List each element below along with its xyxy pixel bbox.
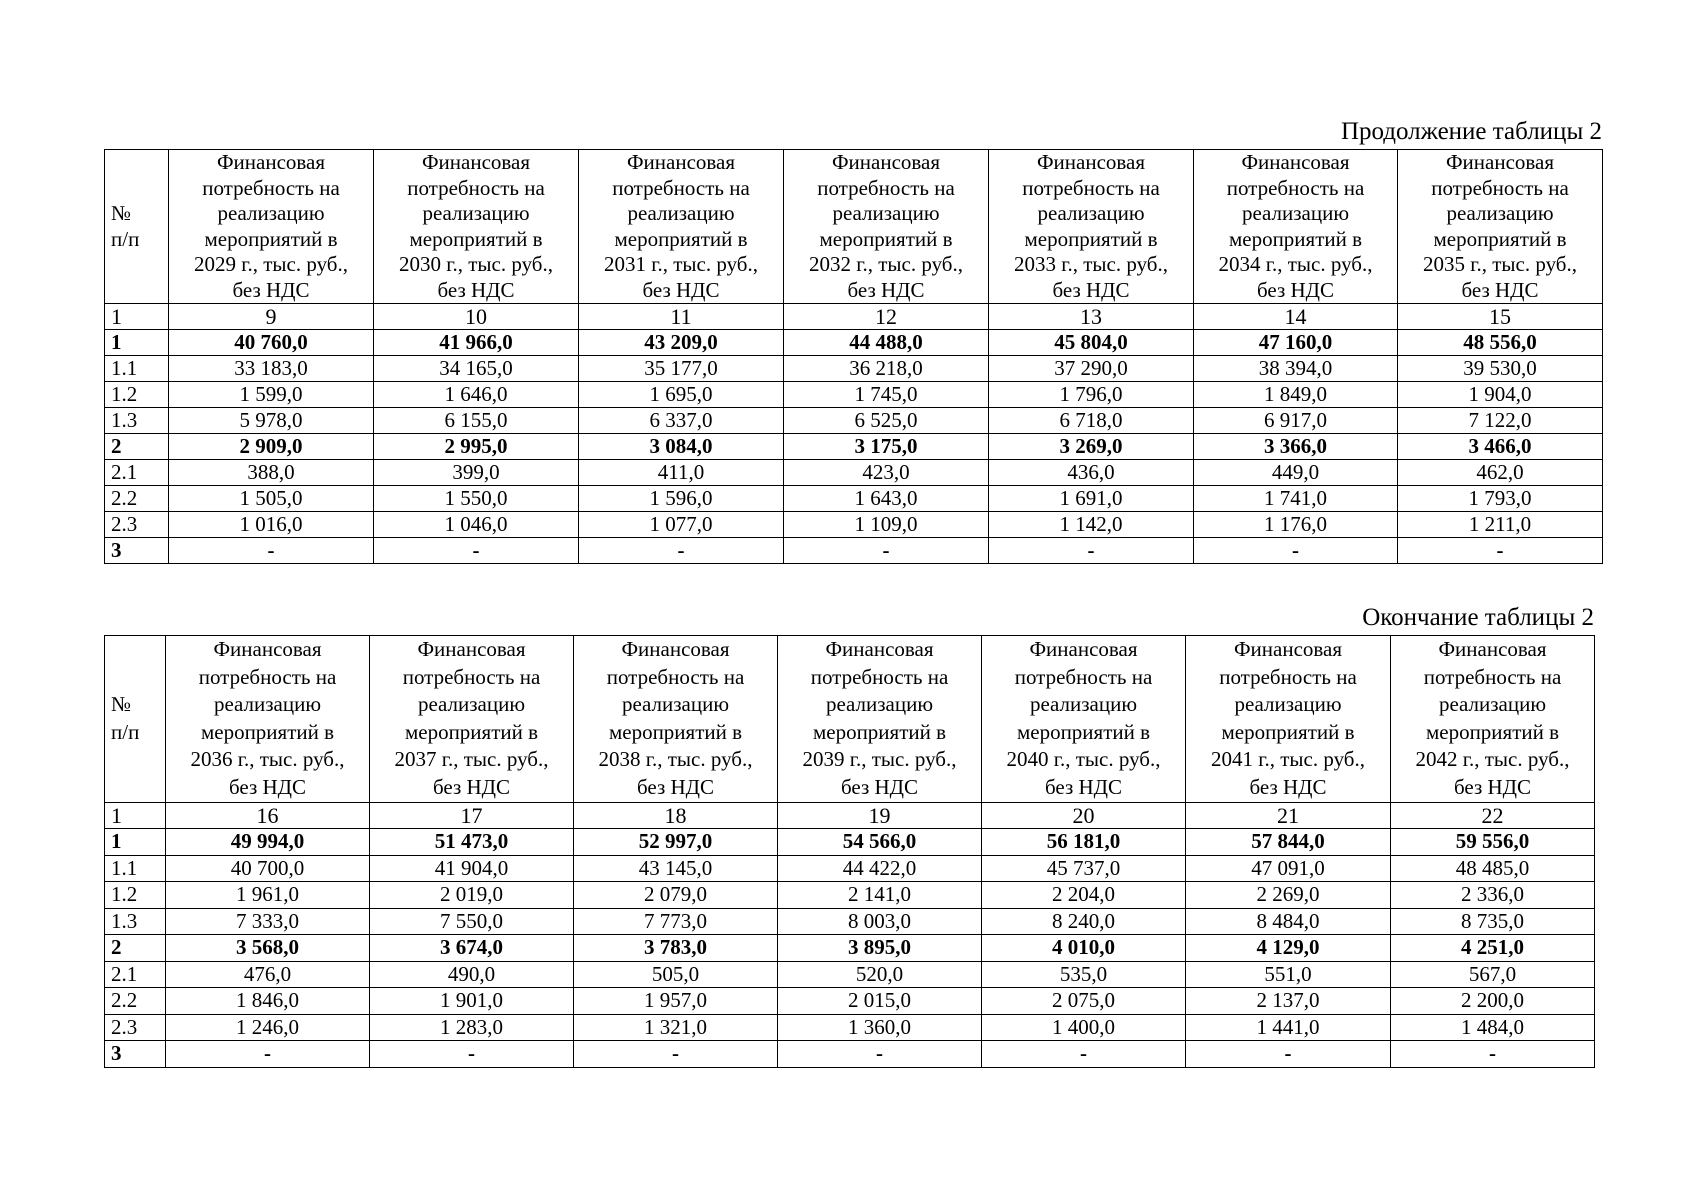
column-number-row — [105, 802, 1595, 829]
value-cell: 52 997,0 — [574, 829, 778, 856]
value-cell: 37 290,0 — [989, 356, 1194, 382]
value-cell: 43 209,0 — [579, 330, 784, 356]
table-row — [105, 460, 1603, 486]
header-line: реализацию — [1037, 201, 1145, 225]
column-header — [989, 150, 1194, 304]
value-cell: 1 046,0 — [374, 512, 579, 538]
header-line: реализацию — [1234, 692, 1342, 717]
value-cell: 1 360,0 — [778, 1014, 982, 1041]
value-cell: 43 145,0 — [574, 855, 778, 882]
value-cell: 7 333,0 — [166, 908, 370, 935]
value-cell: 1 246,0 — [166, 1014, 370, 1041]
table1 — [104, 149, 1603, 564]
row-index-cell: 1 — [105, 304, 169, 330]
value-cell: 56 181,0 — [982, 829, 1186, 856]
header-line: потребность на — [402, 664, 541, 689]
value-cell: 48 556,0 — [1398, 330, 1603, 356]
header-line: мероприятий в — [204, 226, 338, 251]
value-cell: 47 091,0 — [1186, 855, 1391, 882]
header-line: Финансовая — [1036, 150, 1146, 174]
value-cell: 1 961,0 — [166, 882, 370, 909]
value-cell: 36 218,0 — [784, 356, 989, 382]
value-cell: 1 643,0 — [784, 486, 989, 512]
value-cell: 520,0 — [778, 961, 982, 988]
value-cell: 1 846,0 — [166, 988, 370, 1015]
row-index-cell: 2.3 — [105, 512, 169, 538]
header-line: без НДС — [1052, 277, 1130, 302]
value-cell: 49 994,0 — [166, 829, 370, 856]
header-line: Финансовая — [417, 637, 526, 661]
value-cell: 2 141,0 — [778, 882, 982, 909]
value-cell: 505,0 — [574, 961, 778, 988]
value-cell: 8 240,0 — [982, 908, 1186, 935]
header-line: потребность на — [1219, 664, 1357, 689]
value-cell: 535,0 — [982, 961, 1186, 988]
value-cell: 1 745,0 — [784, 382, 989, 408]
value-cell: 47 160,0 — [1194, 330, 1398, 356]
value-cell: 1 142,0 — [989, 512, 1194, 538]
table2 — [104, 635, 1595, 1068]
value-cell: 399,0 — [374, 460, 579, 486]
value-cell: 57 844,0 — [1186, 829, 1391, 856]
header-line: потребность на — [1022, 175, 1160, 200]
header-line: реализацию — [1446, 201, 1554, 225]
value-cell: 1 741,0 — [1194, 486, 1398, 512]
value-cell: 54 566,0 — [778, 829, 982, 856]
value-cell: 1 599,0 — [169, 382, 374, 408]
header-line: Финансовая — [1438, 637, 1547, 661]
header-line: 2030 г., тыс. руб., — [399, 252, 553, 276]
header-line: потребность на — [1431, 175, 1569, 200]
value-cell: 2 079,0 — [574, 882, 778, 909]
header-line: без НДС — [1249, 774, 1327, 799]
header-line: 2041 г., тыс. руб., — [1211, 747, 1365, 772]
header-line: Финансовая — [1029, 637, 1138, 661]
value-cell: 15 — [1398, 304, 1603, 330]
value-cell: 44 422,0 — [778, 855, 982, 882]
row-index-cell: 2 — [105, 935, 166, 962]
header-line: потребность на — [198, 664, 337, 689]
header-line: 2037 г., тыс. руб., — [394, 747, 549, 772]
header-line: 2042 г., тыс. руб., — [1415, 747, 1570, 772]
value-cell: 2 995,0 — [374, 434, 579, 460]
column-header — [982, 636, 1186, 803]
value-cell: - — [370, 1041, 574, 1068]
value-cell: 7 122,0 — [1398, 408, 1603, 434]
header-line: 2033 г., тыс. руб., — [1014, 252, 1168, 276]
header-line: реализацию — [422, 201, 530, 225]
row-index-cell: 1.2 — [105, 882, 166, 909]
value-cell: - — [1186, 1041, 1391, 1068]
header-line: Финансовая — [825, 637, 934, 661]
header-line: мероприятий в — [608, 719, 743, 744]
table-row — [105, 330, 1603, 356]
value-cell: 1 176,0 — [1194, 512, 1398, 538]
header-line: реализацию — [825, 692, 934, 717]
value-cell: - — [778, 1041, 982, 1068]
value-cell: 14 — [1194, 304, 1398, 330]
value-cell: 1 550,0 — [374, 486, 579, 512]
header-line: Финансовая — [1445, 150, 1555, 174]
value-cell: 41 966,0 — [374, 330, 579, 356]
value-cell: 2 204,0 — [982, 882, 1186, 909]
table-row — [105, 855, 1595, 882]
value-cell: - — [579, 538, 784, 564]
value-cell: 436,0 — [989, 460, 1194, 486]
header-line: мероприятий в — [1228, 226, 1363, 251]
header-line: потребность на — [1014, 664, 1153, 689]
value-cell: 2 269,0 — [1186, 882, 1391, 909]
value-cell: 44 488,0 — [784, 330, 989, 356]
value-cell: 1 596,0 — [579, 486, 784, 512]
header-line: потребность на — [202, 175, 340, 200]
header-line: 2039 г., тыс. руб., — [802, 747, 957, 772]
row-index-cell: 3 — [105, 1041, 166, 1068]
header-line: 2040 г., тыс. руб., — [1006, 747, 1161, 772]
header-line: № — [111, 201, 132, 225]
row-index-cell: 2.1 — [105, 460, 169, 486]
column-header — [1194, 150, 1398, 304]
header-line: без НДС — [228, 774, 307, 799]
value-cell: 551,0 — [1186, 961, 1391, 988]
header-line: реализацию — [1241, 201, 1350, 225]
row-index-cell: 2.3 — [105, 1014, 166, 1041]
value-cell: 1 691,0 — [989, 486, 1194, 512]
value-cell: - — [982, 1041, 1186, 1068]
table-row — [105, 408, 1603, 434]
header-line: реализацию — [417, 692, 526, 717]
header-line: потребность на — [1423, 664, 1562, 689]
column-header — [1186, 636, 1391, 803]
header-line: Финансовая — [626, 150, 736, 174]
header-line: мероприятий в — [1016, 719, 1151, 744]
header-line: без НДС — [1453, 774, 1532, 799]
header-line: Финансовая — [1241, 150, 1350, 174]
value-cell: 7 550,0 — [370, 908, 574, 935]
table-row — [105, 961, 1595, 988]
row-index-cell: 1.3 — [105, 908, 166, 935]
value-cell: 567,0 — [1391, 961, 1595, 988]
value-cell: 3 366,0 — [1194, 434, 1398, 460]
column-header — [579, 150, 784, 304]
value-cell: 476,0 — [166, 961, 370, 988]
row-index-cell: 3 — [105, 538, 169, 564]
value-cell: 4 251,0 — [1391, 935, 1595, 962]
header-line: Финансовая — [421, 150, 531, 174]
header-line: без НДС — [232, 277, 310, 302]
value-cell: 2 019,0 — [370, 882, 574, 909]
header-line: без НДС — [1256, 277, 1335, 302]
table1-caption: Продолжение таблицы 2 — [1340, 118, 1602, 145]
header-line: мероприятий в — [819, 226, 953, 251]
value-cell: 41 904,0 — [370, 855, 574, 882]
table-row — [105, 512, 1603, 538]
row-index-cell: 1.2 — [105, 382, 169, 408]
header-line: без НДС — [636, 774, 715, 799]
table-row — [105, 434, 1603, 460]
value-cell: 1 016,0 — [169, 512, 374, 538]
header-line: 2036 г., тыс. руб., — [190, 747, 345, 772]
value-cell: 59 556,0 — [1391, 829, 1595, 856]
table-row — [105, 1014, 1595, 1041]
header-line: потребность на — [817, 175, 955, 200]
value-cell: - — [1398, 538, 1603, 564]
value-cell: 5 978,0 — [169, 408, 374, 434]
value-cell: 462,0 — [1398, 460, 1603, 486]
value-cell: - — [574, 1041, 778, 1068]
header-line: без НДС — [432, 774, 511, 799]
value-cell: 388,0 — [169, 460, 374, 486]
value-cell: 20 — [982, 802, 1186, 829]
value-cell: 1 400,0 — [982, 1014, 1186, 1041]
header-line: 2031 г., тыс. руб., — [604, 252, 758, 276]
value-cell: 6 337,0 — [579, 408, 784, 434]
header-line: 2034 г., тыс. руб., — [1218, 252, 1373, 276]
value-cell: 3 084,0 — [579, 434, 784, 460]
row-index-cell: 2.2 — [105, 988, 166, 1015]
value-cell: 1 505,0 — [169, 486, 374, 512]
value-cell: 19 — [778, 802, 982, 829]
table-row — [105, 882, 1595, 909]
column-header — [166, 636, 370, 803]
row-number-header — [105, 636, 166, 803]
table-row — [105, 382, 1603, 408]
table-row — [105, 908, 1595, 935]
value-cell: 45 804,0 — [989, 330, 1194, 356]
value-cell: 45 737,0 — [982, 855, 1186, 882]
value-cell: 1 441,0 — [1186, 1014, 1391, 1041]
header-line: потребность на — [810, 664, 949, 689]
value-cell: 9 — [169, 304, 374, 330]
value-cell: 6 917,0 — [1194, 408, 1398, 434]
value-cell: 7 773,0 — [574, 908, 778, 935]
header-line: № — [111, 692, 132, 717]
value-cell: 40 700,0 — [166, 855, 370, 882]
header-line: без НДС — [847, 277, 925, 302]
column-header — [574, 636, 778, 803]
value-cell: - — [1194, 538, 1398, 564]
value-cell: 490,0 — [370, 961, 574, 988]
header-line: реализацию — [832, 201, 940, 225]
header-line: п/п — [111, 719, 140, 744]
value-cell: 48 485,0 — [1391, 855, 1595, 882]
table2-caption: Окончание таблицы 2 — [1362, 604, 1594, 631]
value-cell: - — [1391, 1041, 1595, 1068]
table1-header-row — [105, 150, 1603, 304]
value-cell: - — [374, 538, 579, 564]
value-cell: 1 901,0 — [370, 988, 574, 1015]
header-line: мероприятий в — [404, 719, 539, 744]
value-cell: 8 735,0 — [1391, 908, 1595, 935]
value-cell: 1 109,0 — [784, 512, 989, 538]
header-line: мероприятий в — [1433, 226, 1567, 251]
value-cell: 1 321,0 — [574, 1014, 778, 1041]
value-cell: 16 — [166, 802, 370, 829]
header-line: мероприятий в — [614, 226, 748, 251]
header-line: реализацию — [213, 692, 322, 717]
value-cell: 12 — [784, 304, 989, 330]
value-cell: 6 718,0 — [989, 408, 1194, 434]
value-cell: 3 895,0 — [778, 935, 982, 962]
header-line: реализацию — [1029, 692, 1138, 717]
value-cell: 10 — [374, 304, 579, 330]
header-line: реализацию — [1438, 692, 1547, 717]
value-cell: 1 283,0 — [370, 1014, 574, 1041]
table-row — [105, 988, 1595, 1015]
value-cell: 22 — [1391, 802, 1595, 829]
value-cell: 1 077,0 — [579, 512, 784, 538]
value-cell: 40 760,0 — [169, 330, 374, 356]
value-cell: 423,0 — [784, 460, 989, 486]
column-header — [169, 150, 374, 304]
header-line: мероприятий в — [1221, 719, 1355, 744]
value-cell: 2 075,0 — [982, 988, 1186, 1015]
value-cell: 8 484,0 — [1186, 908, 1391, 935]
column-number-row — [105, 304, 1603, 330]
row-index-cell: 2.2 — [105, 486, 169, 512]
value-cell: 18 — [574, 802, 778, 829]
value-cell: 2 015,0 — [778, 988, 982, 1015]
value-cell: 39 530,0 — [1398, 356, 1603, 382]
value-cell: 51 473,0 — [370, 829, 574, 856]
row-index-cell: 1.1 — [105, 855, 166, 882]
value-cell: 35 177,0 — [579, 356, 784, 382]
value-cell: 38 394,0 — [1194, 356, 1398, 382]
value-cell: 17 — [370, 802, 574, 829]
value-cell: 6 525,0 — [784, 408, 989, 434]
value-cell: 1 695,0 — [579, 382, 784, 408]
header-line: без НДС — [1461, 277, 1539, 302]
value-cell: 33 183,0 — [169, 356, 374, 382]
value-cell: 34 165,0 — [374, 356, 579, 382]
value-cell: 4 129,0 — [1186, 935, 1391, 962]
value-cell: 3 674,0 — [370, 935, 574, 962]
header-line: 2029 г., тыс. руб., — [194, 252, 348, 276]
table-row — [105, 486, 1603, 512]
value-cell: 6 155,0 — [374, 408, 579, 434]
value-cell: 3 568,0 — [166, 935, 370, 962]
value-cell: 13 — [989, 304, 1194, 330]
header-line: мероприятий в — [409, 226, 543, 251]
value-cell: 2 137,0 — [1186, 988, 1391, 1015]
value-cell: 1 957,0 — [574, 988, 778, 1015]
row-index-cell: 1 — [105, 829, 166, 856]
value-cell: 2 909,0 — [169, 434, 374, 460]
value-cell: 1 484,0 — [1391, 1014, 1595, 1041]
row-index-cell: 1.1 — [105, 356, 169, 382]
value-cell: 2 336,0 — [1391, 882, 1595, 909]
row-index-cell: 1 — [105, 330, 169, 356]
header-line: реализацию — [621, 692, 730, 717]
value-cell: - — [989, 538, 1194, 564]
value-cell: 3 783,0 — [574, 935, 778, 962]
column-header — [370, 636, 574, 803]
value-cell: 2 200,0 — [1391, 988, 1595, 1015]
row-index-cell: 2 — [105, 434, 169, 460]
value-cell: 1 646,0 — [374, 382, 579, 408]
value-cell: 1 796,0 — [989, 382, 1194, 408]
value-cell: 3 269,0 — [989, 434, 1194, 460]
header-line: реализацию — [627, 201, 735, 225]
row-index-cell: 2.1 — [105, 961, 166, 988]
value-cell: 411,0 — [579, 460, 784, 486]
header-line: 2035 г., тыс. руб., — [1423, 252, 1577, 276]
table-row — [105, 935, 1595, 962]
value-cell: 449,0 — [1194, 460, 1398, 486]
header-line: 2032 г., тыс. руб., — [809, 252, 963, 276]
value-cell: 3 466,0 — [1398, 434, 1603, 460]
header-line: п/п — [111, 226, 140, 251]
column-header — [784, 150, 989, 304]
header-line: потребность на — [1226, 175, 1365, 200]
value-cell: 8 003,0 — [778, 908, 982, 935]
header-line: без НДС — [1044, 774, 1123, 799]
header-line: потребность на — [606, 664, 745, 689]
header-line: без НДС — [642, 277, 720, 302]
table-row — [105, 1041, 1595, 1068]
row-index-cell: 1.3 — [105, 408, 169, 434]
value-cell: 1 211,0 — [1398, 512, 1603, 538]
header-line: мероприятий в — [1024, 226, 1158, 251]
column-header — [778, 636, 982, 803]
value-cell: - — [169, 538, 374, 564]
header-line: Финансовая — [216, 150, 326, 174]
header-line: Финансовая — [1233, 637, 1343, 661]
value-cell: 21 — [1186, 802, 1391, 829]
header-line: без НДС — [840, 774, 919, 799]
column-header — [1398, 150, 1603, 304]
row-number-header — [105, 150, 169, 304]
value-cell: 1 849,0 — [1194, 382, 1398, 408]
header-line: Финансовая — [621, 637, 730, 661]
header-line: Финансовая — [213, 637, 322, 661]
header-line: потребность на — [407, 175, 545, 200]
value-cell: 4 010,0 — [982, 935, 1186, 962]
header-line: реализацию — [217, 201, 325, 225]
header-line: Финансовая — [831, 150, 941, 174]
column-header — [374, 150, 579, 304]
column-header — [1391, 636, 1595, 803]
header-line: мероприятий в — [812, 719, 947, 744]
value-cell: 3 175,0 — [784, 434, 989, 460]
value-cell: - — [784, 538, 989, 564]
table-row — [105, 356, 1603, 382]
table2-header-row — [105, 636, 1595, 803]
header-line: потребность на — [612, 175, 750, 200]
value-cell: 1 904,0 — [1398, 382, 1603, 408]
table-row — [105, 538, 1603, 564]
row-index-cell: 1 — [105, 802, 166, 829]
table-row — [105, 829, 1595, 856]
header-line: 2038 г., тыс. руб., — [598, 747, 753, 772]
value-cell: - — [166, 1041, 370, 1068]
header-line: мероприятий в — [200, 719, 335, 744]
value-cell: 11 — [579, 304, 784, 330]
header-line: мероприятий в — [1425, 719, 1560, 744]
value-cell: 1 793,0 — [1398, 486, 1603, 512]
header-line: без НДС — [437, 277, 515, 302]
